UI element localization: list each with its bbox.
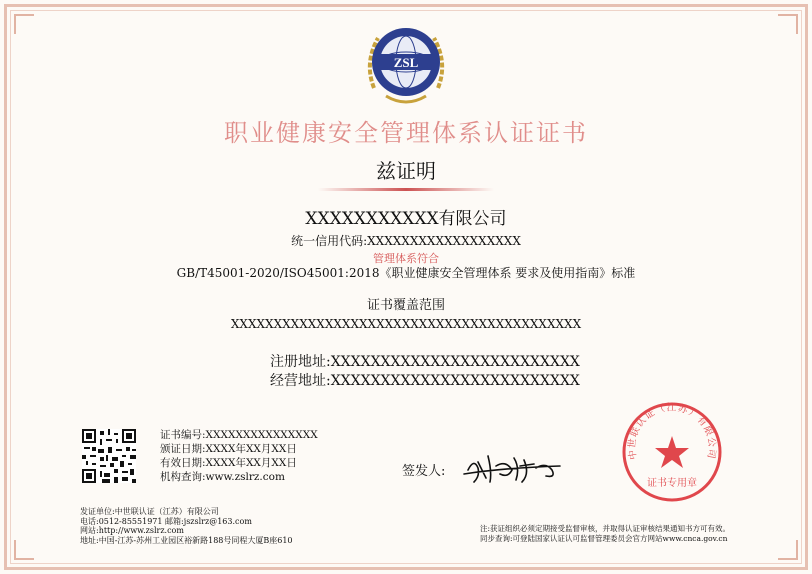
seal-inner-text: 证书专用章	[647, 478, 697, 489]
scope-value: XXXXXXXXXXXXXXXXXXXXXXXXXXXXXXXXXXXXXXXXX	[230, 317, 582, 331]
issuer-label: 签发人:	[402, 464, 446, 479]
seal-ring-text: 中世联认证（江苏）有限公司	[626, 402, 718, 461]
registered-address: 注册地址:XXXXXXXXXXXXXXXXXXXXXXXXX	[270, 354, 580, 370]
conformity-label: 管理体系符合	[373, 252, 439, 265]
company-name: XXXXXXXXXXX有限公司	[305, 209, 507, 229]
logo-abbr: ZSL	[393, 55, 419, 70]
certify-heading: 兹证明	[376, 159, 436, 183]
official-seal	[620, 400, 724, 504]
verification-site: 机构查询:www.zslrz.com	[160, 471, 285, 483]
scope-label: 证书覆盖范围	[366, 298, 445, 313]
website-line: 网站:http://www.zslrz.com	[80, 526, 184, 535]
corner-ornament	[14, 540, 34, 560]
issue-date: 颁证日期:XXXX年XX月XX日	[160, 443, 297, 455]
signature-image	[462, 448, 566, 488]
corner-ornament	[14, 14, 34, 34]
expiry-date: 有效日期:XXXX年XX月XX日	[160, 457, 297, 469]
certificate-title: 职业健康安全管理体系认证证书	[224, 119, 588, 147]
zsl-logo-emblem	[356, 18, 456, 110]
issuer-unit: 发证单位:中世联认证（江苏）有限公司	[80, 507, 219, 516]
qr-code-icon	[82, 429, 136, 483]
seal-star-icon	[655, 436, 689, 468]
corner-ornament	[778, 14, 798, 34]
cnca-note: 同步查询:可登陆国家认证认可监督管理委员会官方网站www.cnca.gov.cn	[480, 534, 728, 543]
corner-ornament	[778, 540, 798, 560]
business-address: 经营地址:XXXXXXXXXXXXXXXXXXXXXXXXX	[270, 373, 580, 389]
footer-notes	[480, 524, 730, 544]
contact-line: 电话:0512-85551971 邮箱:jszslrz@163.com	[80, 516, 252, 526]
certificate-number: 证书编号:XXXXXXXXXXXXXXX	[160, 429, 318, 441]
credit-code: 统一信用代码:XXXXXXXXXXXXXXXXXX	[291, 234, 521, 248]
title-divider	[318, 188, 494, 191]
audit-note: 注:获证组织必须定期接受监督审核，并取得认证审核结果通知书方可有效。	[480, 524, 731, 533]
issuer-contact	[80, 507, 293, 545]
address-line: 地址:中国-江苏-苏州工业园区裕新路188号同程大厦B座610	[80, 535, 293, 545]
standard-text: GB/T45001-2020/ISO45001:2018《职业健康安全管理体系 要求及使用指南》标准	[176, 266, 636, 280]
certificate-details	[160, 428, 318, 484]
